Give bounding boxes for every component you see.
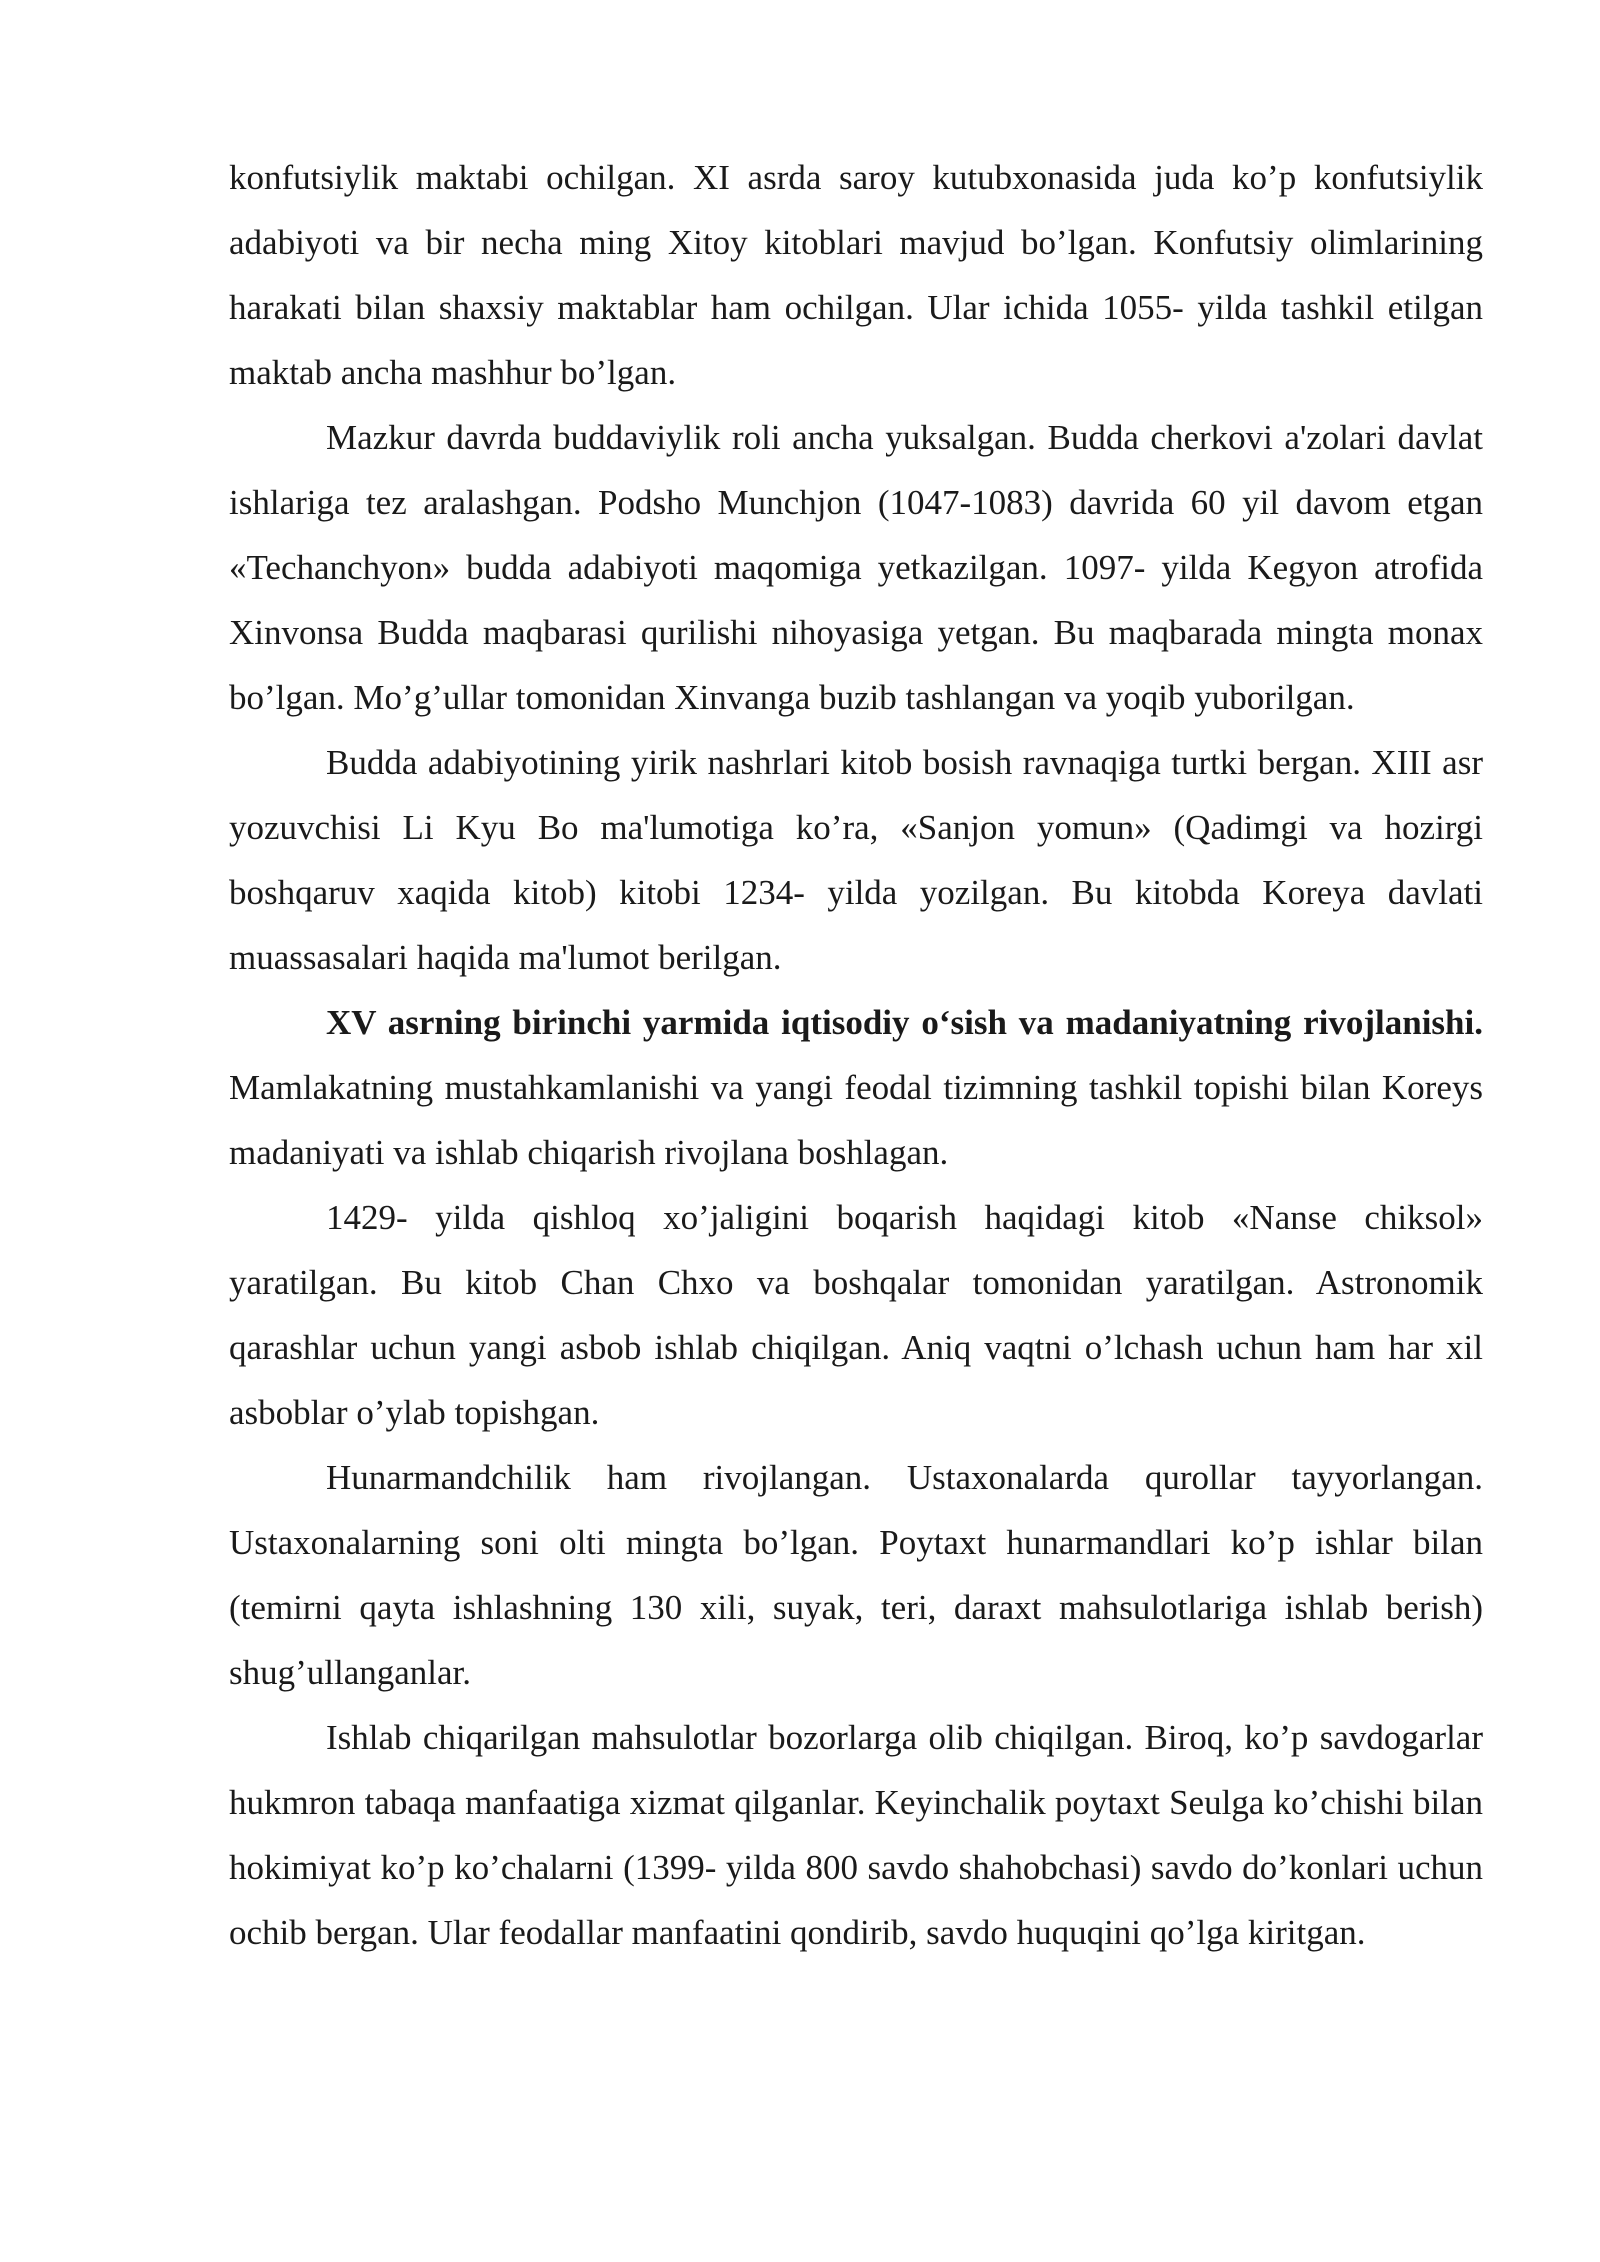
paragraph: Hunarmandchilik ham rivojlangan. Ustaxonalarda qurollar tayyorlangan. Ustaxonalarning soni olti mingta bo’lgan. Poytaxt hunarmandlari ko’p ishlar bilan (temirni qayta ishlashning 130 xili, suyak, teri, daraxt mahsulotlariga ishlab berish) shug’ullanganlar. [229,1458,1483,1692]
paragraph: Budda adabiyotining yirik nashrlari kitob bosish ravnaqiga turtki bergan. XIII asr yozuvchisi Li Kyu Bo ma'lumotiga ko’ra, «Sanjon yomun» (Qadimgi va hozirgi boshqaruv xaqida kitob) kitobi 1234- yilda yozilgan. Bu kitobda Koreya davlati muassasalari haqida ma'lumot berilgan. [229,743,1483,977]
paragraph-text: Mamlakatning mustahkamlanishi va yangi feodal tizimning tashkil topishi bilan Koreys madaniyati va ishlab chiqarish rivojlana boshlagan. [229,1068,1483,1172]
section-heading: XV asrning birinchi yarmida iqtisodiy o‘sish va madaniyatning rivojlanishi. [326,1003,1483,1042]
paragraph [229,990,1483,1185]
paragraph: Ishlab chiqarilgan mahsulotlar bozorlarga olib chiqilgan. Biroq, ko’p savdogarlar hukmron tabaqa manfaatiga xizmat qilganlar. Keyinchalik poytaxt Seulga ko’chishi bilan hokimiyat ko’p ko’chalarni (1399- yilda 800 savdo shahobchasi) savdo do’konlari uchun ochib bergan. Ular feodallar manfaatini qondirib, savdo huquqini qo’lga kiritgan. [229,1718,1483,1952]
paragraph: konfutsiylik maktabi ochilgan. XI asrda saroy kutubxonasida juda ko’p konfutsiylik adabiyoti va bir necha ming Xitoy kitoblari mavjud bo’lgan. Konfutsiy olimlarining harakati bilan shaxsiy maktablar ham ochilgan. Ular ichida 1055- yilda tashkil etilgan maktab ancha mashhur bo’lgan. [229,158,1483,392]
paragraph: 1429- yilda qishloq xo’jaligini boqarish haqidagi kitob «Nanse chiksol» yaratilgan. Bu kitob Chan Chxo va boshqalar tomonidan yaratilgan. Astronomik qarashlar uchun yangi asbob ishlab chiqilgan. Aniq vaqtni o’lchash uchun ham har xil asboblar o’ylab topishgan. [229,1198,1483,1432]
paragraph: Mazkur davrda buddaviylik roli ancha yuksalgan. Budda cherkovi a'zolari davlat ishlariga tez aralashgan. Podsho Munchjon (1047-1083) davrida 60 yil davom etgan «Techanchyon» budda adabiyoti maqomiga yetkazilgan. 1097- yilda Kegyon atrofida Xinvonsa Budda maqbarasi qurilishi nihoyasiga yetgan. Bu maqbarada mingta monax bo’lgan. Mo’g’ullar tomonidan Xinvanga buzib tashlangan va yoqib yuborilgan. [229,418,1483,717]
document-body [229,145,1483,1965]
